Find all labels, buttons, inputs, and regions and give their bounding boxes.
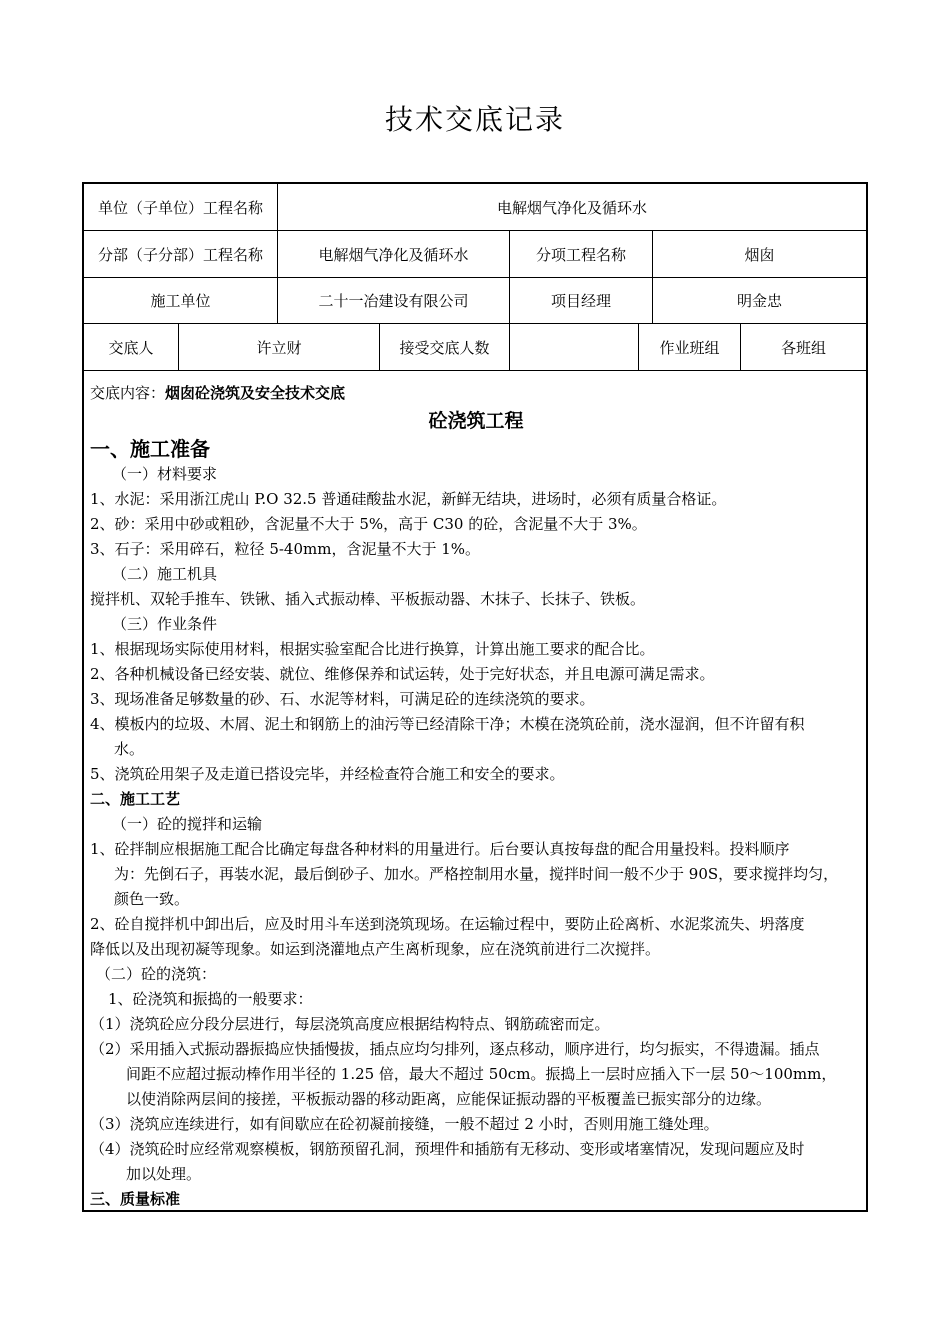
header-row-contractor [84, 278, 866, 324]
pouring-1: （1）浇筑砼应分段分层进行，每层浇筑高度应根据结构特点、钢筋疏密而定。 [90, 1015, 610, 1033]
section-2-heading: 二、施工工艺 [90, 790, 181, 808]
main-title: 砼浇筑工程 [428, 410, 524, 432]
project-name-value: 电解烟气净化及循环水 [277, 184, 866, 230]
intro-label: 交底内容： [90, 384, 166, 402]
content-intro [90, 380, 862, 406]
manager-label: 项目经理 [509, 278, 652, 323]
pouring-general: 1、砼浇筑和振捣的一般要求： [108, 990, 313, 1008]
team-label: 作业班组 [638, 324, 740, 370]
manager-value: 明金忠 [652, 278, 866, 323]
pouring-2-cont: 间距不应超过振动棒作用半径的 1.25 倍，最大不超过 50cm。振捣上一层时应插入下一层 50～100mm， [126, 1065, 837, 1083]
condition-4: 4、模板内的垃圾、木屑、泥土和钢筋上的油污等已经清除干净；木模在浇筑砼前，浇水湿润，但不许留有积 [90, 715, 805, 733]
division-value: 电解烟气净化及循环水 [277, 231, 509, 277]
division-label: 分部（子分部）工程名称 [97, 245, 263, 264]
subsection-pouring: （二）砼的浇筑： [96, 965, 217, 983]
subitem-value: 烟囱 [652, 231, 866, 277]
mixing-1: 1、砼拌制应根据施工配合比确定每盘各种材料的用量进行。后台要认真按每盘的配合用量投料。投料顺序 [90, 840, 790, 858]
document-title: 技术交底记录 [384, 103, 565, 136]
material-stone: 3、石子：采用碎石，粒径 5-40mm，含泥量不大于 1%。 [90, 540, 481, 558]
subsection-mixing: （一）砼的搅拌和运输 [112, 815, 263, 833]
subsection-tools: （二）施工机具 [112, 565, 218, 583]
briefing-content [90, 380, 862, 1212]
project-name-label: 单位（子单位）工程名称 [97, 198, 263, 217]
subsection-conditions: （三）作业条件 [112, 615, 218, 633]
team-value: 各班组 [740, 324, 866, 370]
contractor-label: 施工单位 [150, 292, 211, 310]
header-row-briefing [84, 324, 866, 371]
material-cement: 1、水泥：采用浙江虎山 P.O 32.5 普通硅酸盐水泥，新鲜无结块，进场时，必须有质量合格证。 [90, 490, 727, 508]
subsection-materials: （一）材料要求 [112, 465, 218, 483]
section-1-heading: 一、施工准备 [90, 437, 210, 461]
subitem-label: 分项工程名称 [509, 231, 652, 277]
condition-3: 3、现场准备足够数量的砂、石、水泥等材料，可满足砼的连续浇筑的要求。 [90, 690, 595, 708]
header-row-division [84, 231, 866, 278]
record-table [82, 182, 868, 1212]
header-row-project [84, 184, 866, 231]
recipients-value [509, 324, 638, 370]
briefer-label: 交底人 [108, 338, 154, 357]
pouring-2-cont2: 以使消除两层间的接搓，平板振动器的移动距离，应能保证振动器的平板覆盖已振实部分的边缘。 [126, 1090, 772, 1108]
mixing-2-cont: 降低以及出现初凝等现象。如运到浇灌地点产生离析现象，应在浇筑前进行二次搅拌。 [90, 940, 661, 958]
condition-1: 1、根据现场实际使用材料，根据实验室配合比进行换算，计算出施工要求的配合比。 [90, 640, 655, 658]
briefer-value: 许立财 [178, 324, 379, 370]
contractor-value: 二十一冶建设有限公司 [277, 278, 509, 323]
pouring-4: （4）浇筑砼时应经常观察模板，钢筋预留孔洞，预埋件和插筋有无移动、变形或堵塞情况，发现问题应及时 [90, 1140, 805, 1158]
condition-4-cont: 水。 [114, 740, 145, 758]
mixing-1-cont2: 颜色一致。 [114, 890, 190, 908]
tools-list: 搅拌机、双轮手推车、铁锹、插入式振动棒、平板振动器、木抹子、长抹子、铁板。 [90, 590, 646, 608]
recipients-label: 接受交底人数 [379, 324, 509, 370]
material-sand: 2、砂：采用中砂或粗砂，含泥量不大于 5%，高于 C30 的砼，含泥量不大于 3%。 [90, 515, 647, 533]
pouring-3: （3）浇筑应连续进行，如有间歇应在砼初凝前接缝，一般不超过 2 小时，否则用施工缝处理。 [90, 1115, 719, 1133]
condition-5: 5、浇筑砼用架子及走道已搭设完毕，并经检查符合施工和安全的要求。 [90, 765, 565, 783]
condition-2: 2、各种机械设备已经安装、就位、维修保养和试运转，处于完好状态，并且电源可满足需求。 [90, 665, 715, 683]
pouring-4-cont: 加以处理。 [126, 1165, 202, 1183]
pouring-2: （2）采用插入式振动器振捣应快插慢拔，插点应均匀排列，逐点移动，顺序进行，均匀振实，不得遗漏。插点 [90, 1040, 820, 1058]
intro-value: 烟囱砼浇筑及安全技术交底 [165, 384, 346, 402]
mixing-1-cont: 为：先倒石子，再装水泥，最后倒砂子、加水。严格控制用水量，搅拌时间一般不少于 90S，要求搅拌均匀， [114, 865, 839, 883]
section-3-heading: 三、质量标准 [90, 1190, 181, 1208]
mixing-2: 2、砼自搅拌机中卸出后，应及时用斗车送到浇筑现场。在运输过程中，要防止砼离析、水泥浆流失、坍落度 [90, 915, 805, 933]
